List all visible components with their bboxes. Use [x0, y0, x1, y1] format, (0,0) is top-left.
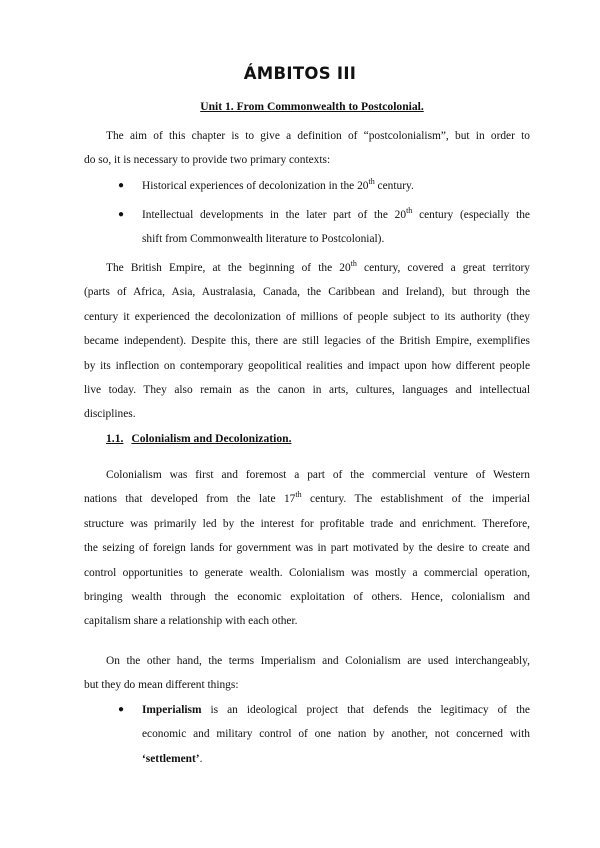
section-heading: [106, 432, 291, 445]
section-number: 1.1.: [106, 432, 124, 445]
colonialism-line: structure was primarily led by the interest for profitable trade and enrichment. Therefore,: [84, 517, 530, 530]
colonialism-line: control opportunities to generate wealth. Colonialism was mostly a commercial operation,: [84, 566, 530, 579]
empire-last-line: disciplines.: [84, 408, 136, 421]
list-item-continuation: ‘settlement’.: [142, 752, 203, 765]
imperialism-list: [118, 698, 530, 771]
imperialism-intro: [84, 649, 530, 698]
list-item: ● Imperialism is an ideological project that defends the legitimacy of the: [118, 698, 530, 722]
intro-paragraph: [84, 124, 530, 173]
empire-line: live today. They also remain as the canon in arts, cultures, languages and intellectual: [84, 383, 530, 396]
list-item-continuation: economic and military control of one nation by another, not concerned with: [142, 728, 530, 741]
imperialism-intro-line-2: but they do mean different things:: [84, 679, 239, 692]
imperialism-intro-line-1: On the other hand, the terms Imperialism and Colonialism are used interchangeably,: [106, 655, 530, 667]
empire-line-1: The British Empire, at the beginning of the 20th century, covered a great territory: [106, 259, 530, 274]
colonialism-line-2: nations that developed from the late 17th century. The establishment of the imperial: [84, 490, 530, 506]
section-title: Colonialism and Decolonization.: [131, 432, 292, 445]
colonialism-line: bringing wealth through the economic exploitation of others. Hence, colonialism and: [84, 590, 530, 603]
colonialism-line-1: Colonialism was first and foremost a part of the commercial venture of Western: [106, 469, 530, 481]
colonialism-paragraph: [84, 463, 530, 634]
settlement-term: ‘settlement’: [142, 752, 200, 765]
colonialism-last-line: capitalism share a relationship with each other.: [84, 615, 298, 628]
empire-paragraph: [84, 256, 530, 427]
intro-line-1: The aim of this chapter is to give a definition of “postcolonialism”, but in order to: [106, 130, 530, 142]
bullet-icon: ●: [118, 209, 125, 220]
list-item: ● Intellectual developments in the later part of the 20th century (especially the: [118, 203, 530, 227]
list-item: ● Historical experiences of decolonization in the 20th century.: [118, 174, 530, 198]
empire-line: became independent). Despite this, there are still legacies of the British Empire, exemplifies: [84, 335, 530, 348]
context-list: [118, 174, 530, 198]
bullet-icon: ●: [118, 180, 125, 191]
list-item-continuation: shift from Commonwealth literature to Postcolonial).: [142, 233, 385, 246]
empire-line: century it experienced the decolonization of millions of people subject to its authority (they: [84, 310, 530, 323]
colonialism-line: the seizing of foreign lands for government was in part motivated by the desire to create and: [84, 542, 530, 555]
bullet-icon: ●: [118, 704, 125, 715]
document-title: ÁMBITOS III: [243, 64, 357, 83]
empire-line: by its inflection on contemporary geopolitical realities and impact upon how different people: [84, 359, 530, 372]
intro-line-2: do so, it is necessary to provide two primary contexts:: [84, 154, 331, 167]
empire-line: (parts of Africa, Asia, Australasia, Canada, the Caribbean and Ireland), but through the: [84, 286, 530, 299]
unit-subtitle: Unit 1. From Commonwealth to Postcolonial.: [200, 100, 424, 113]
imperialism-term: Imperialism: [142, 704, 202, 716]
context-list-2: [118, 203, 530, 252]
